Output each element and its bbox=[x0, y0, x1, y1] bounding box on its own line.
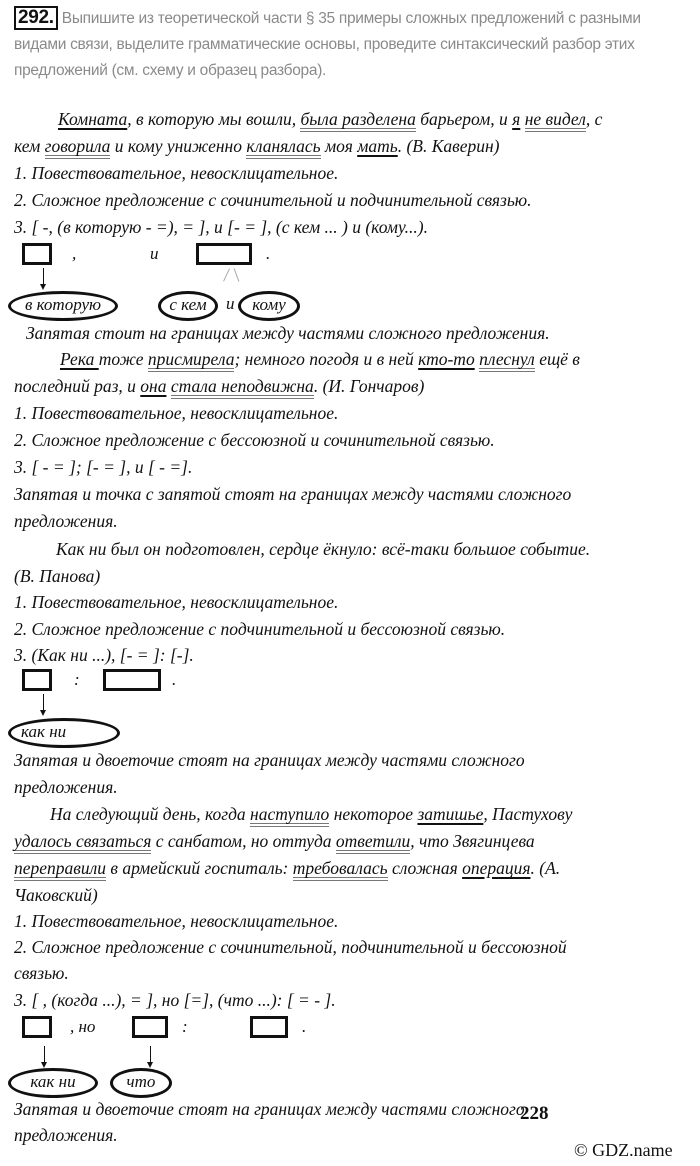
example-4-sentence-line-3 bbox=[14, 857, 560, 881]
subject: затишье bbox=[417, 804, 484, 824]
scheme-conj: и bbox=[150, 244, 159, 263]
arrow-down-icon bbox=[43, 694, 44, 714]
example-2-conclusion-1: Запятая и точка с запятой стоят на границах между частями сложного bbox=[14, 484, 572, 504]
example-4-sentence-line-1 bbox=[50, 803, 572, 827]
example-1-conclusion: Запятая стоит на границах между частями сложного предложения. bbox=[26, 323, 550, 343]
subject: Река bbox=[60, 349, 99, 369]
arrow-down-icon bbox=[44, 1046, 45, 1066]
example-3-sentence-line-1: Как ни был он подготовлен, сердце ёкнуло: всё-таки большое событие. bbox=[56, 539, 591, 559]
example-3-sentence-line-2: (В. Панова) bbox=[14, 566, 101, 586]
example-4-sentence-line-4: Чаковский) bbox=[14, 885, 98, 905]
text: тоже bbox=[98, 349, 148, 369]
text: моя bbox=[320, 136, 358, 156]
example-4-conclusion-1: Запятая и двоеточие стоят на границах между частями сложного bbox=[14, 1099, 525, 1119]
subject: операция bbox=[462, 858, 531, 878]
predicate: присмирела bbox=[148, 350, 235, 372]
text: барьером, и bbox=[415, 109, 513, 129]
task-number: 292. bbox=[14, 6, 58, 30]
example-1-item-2: 2. Сложное предложение с сочинительной и подчинительной связью. bbox=[14, 190, 532, 210]
text: , с bbox=[585, 109, 603, 129]
text: последний раз, и bbox=[14, 376, 141, 396]
subject: я bbox=[512, 109, 521, 129]
arrow-down-icon bbox=[43, 268, 44, 288]
example-1-sentence-line-2 bbox=[14, 135, 500, 159]
subject: мать bbox=[357, 136, 398, 156]
scheme-box-main-2 bbox=[132, 1016, 168, 1038]
scheme-punct: : bbox=[74, 670, 80, 689]
predicate: не видел bbox=[525, 110, 586, 132]
predicate: кланялась bbox=[246, 137, 320, 159]
scheme-box-main-1 bbox=[22, 243, 52, 265]
scheme-oval-v-kotoruyu: в которую bbox=[8, 291, 118, 321]
example-3-item-1: 1. Повествовательное, невосклицательное. bbox=[14, 592, 339, 612]
branch-line bbox=[234, 268, 240, 281]
text: , что Звягинцева bbox=[410, 831, 535, 851]
predicate: ответили bbox=[336, 832, 410, 854]
predicate: наступило bbox=[250, 805, 329, 827]
example-2-item-3: 3. [ - = ]; [- = ], и [ - =]. bbox=[14, 457, 193, 477]
scheme-punct: . bbox=[266, 244, 271, 263]
text: , в которую мы вошли, bbox=[127, 109, 301, 129]
example-4-sentence-line-2 bbox=[14, 830, 535, 854]
example-4-item-2-line-2: связью. bbox=[14, 963, 69, 983]
text: в армейский госпиталь: bbox=[106, 858, 293, 878]
text: . (А. bbox=[530, 858, 561, 878]
task-text: Выпишите из теоретической части § 35 примеры сложных предложений с разными видами связи, выделите грамматические основы, проведите синтаксический разбор этих предложений (см. схему и образец разбора). bbox=[14, 10, 641, 79]
example-2-conclusion-2: предложения. bbox=[14, 511, 118, 531]
scheme-punct: : bbox=[182, 1017, 188, 1036]
predicate: стала неподвижна bbox=[171, 377, 314, 399]
example-3-conclusion-2: предложения. bbox=[14, 777, 118, 797]
scheme-punct: . bbox=[172, 670, 177, 689]
text: и кому униженно bbox=[110, 136, 247, 156]
text: некоторое bbox=[329, 804, 418, 824]
example-2-sentence-line-1 bbox=[60, 348, 580, 372]
example-1-item-1: 1. Повествовательное, невосклицательное. bbox=[14, 163, 339, 183]
example-3-item-2: 2. Сложное предложение с подчинительной и бессоюзной связью. bbox=[14, 619, 506, 639]
text: . (В. Каверин) bbox=[397, 136, 500, 156]
subject: она bbox=[140, 376, 167, 396]
predicate: плеснул bbox=[479, 350, 535, 372]
predicate: была разделена bbox=[300, 110, 415, 132]
example-4-item-1: 1. Повествовательное, невосклицательное. bbox=[14, 911, 339, 931]
predicate: переправили bbox=[14, 859, 106, 881]
text: ещё в bbox=[534, 349, 580, 369]
example-4-conclusion-2: предложения. bbox=[14, 1125, 118, 1145]
text: ; немного погодя и в ней bbox=[234, 349, 419, 369]
predicate: говорила bbox=[45, 137, 111, 159]
scheme-box-main-2 bbox=[103, 669, 161, 691]
example-1-sentence-line-1 bbox=[58, 108, 602, 132]
text: с санбатом, но оттуда bbox=[151, 831, 336, 851]
scheme-punct: , но bbox=[70, 1017, 96, 1036]
text: , Пастухову bbox=[483, 804, 573, 824]
scheme-box-main-3 bbox=[250, 1016, 288, 1038]
example-4-item-3: 3. [ , (когда ...), = ], но [=], (что ...): [ = - ]. bbox=[14, 990, 336, 1010]
scheme-oval-s-kem: с кем bbox=[158, 291, 218, 321]
scheme-oval-komu: кому bbox=[238, 291, 300, 321]
page-number: 228 bbox=[520, 1103, 549, 1124]
text: кем bbox=[14, 136, 45, 156]
text: сложная bbox=[387, 858, 463, 878]
scheme-box-main-2 bbox=[196, 243, 252, 265]
scheme-punct: . bbox=[302, 1017, 307, 1036]
subject: кто-то bbox=[418, 349, 475, 369]
scheme-oval-kak-ni: как ни bbox=[8, 1068, 98, 1098]
copyright: © GDZ.name bbox=[574, 1140, 673, 1160]
task-statement bbox=[14, 6, 694, 84]
scheme-box-main-1 bbox=[22, 669, 52, 691]
example-2-item-1: 1. Повествовательное, невосклицательное. bbox=[14, 403, 339, 423]
example-3-item-3: 3. (Как ни ...), [- = ]: [-]. bbox=[14, 645, 194, 665]
text: . (И. Гончаров) bbox=[313, 376, 425, 396]
branch-line bbox=[223, 268, 230, 281]
example-1-item-3: 3. [ -, (в которую - =), = ], и [- = ], (с кем ... ) и (кому...). bbox=[14, 217, 428, 237]
scheme-oval-kak-ni: как ни bbox=[8, 718, 120, 748]
predicate: требовалась bbox=[293, 859, 388, 881]
text: На следующий день, когда bbox=[50, 804, 251, 824]
scheme-punct: , bbox=[72, 244, 77, 263]
example-3-conclusion-1: Запятая и двоеточие стоят на границах между частями сложного bbox=[14, 750, 525, 770]
example-4-item-2-line-1: 2. Сложное предложение с сочинительной, подчинительной и бессоюзной bbox=[14, 937, 567, 957]
subject: Комната bbox=[58, 109, 128, 129]
example-2-item-2: 2. Сложное предложение с бессоюзной и сочинительной связью. bbox=[14, 430, 495, 450]
example-2-sentence-line-2 bbox=[14, 375, 424, 399]
scheme-box-main-1 bbox=[22, 1016, 52, 1038]
arrow-down-icon bbox=[150, 1046, 151, 1066]
predicate: удалось связаться bbox=[14, 832, 151, 854]
scheme-conj: и bbox=[226, 294, 235, 313]
scheme-oval-chto: что bbox=[110, 1068, 172, 1098]
